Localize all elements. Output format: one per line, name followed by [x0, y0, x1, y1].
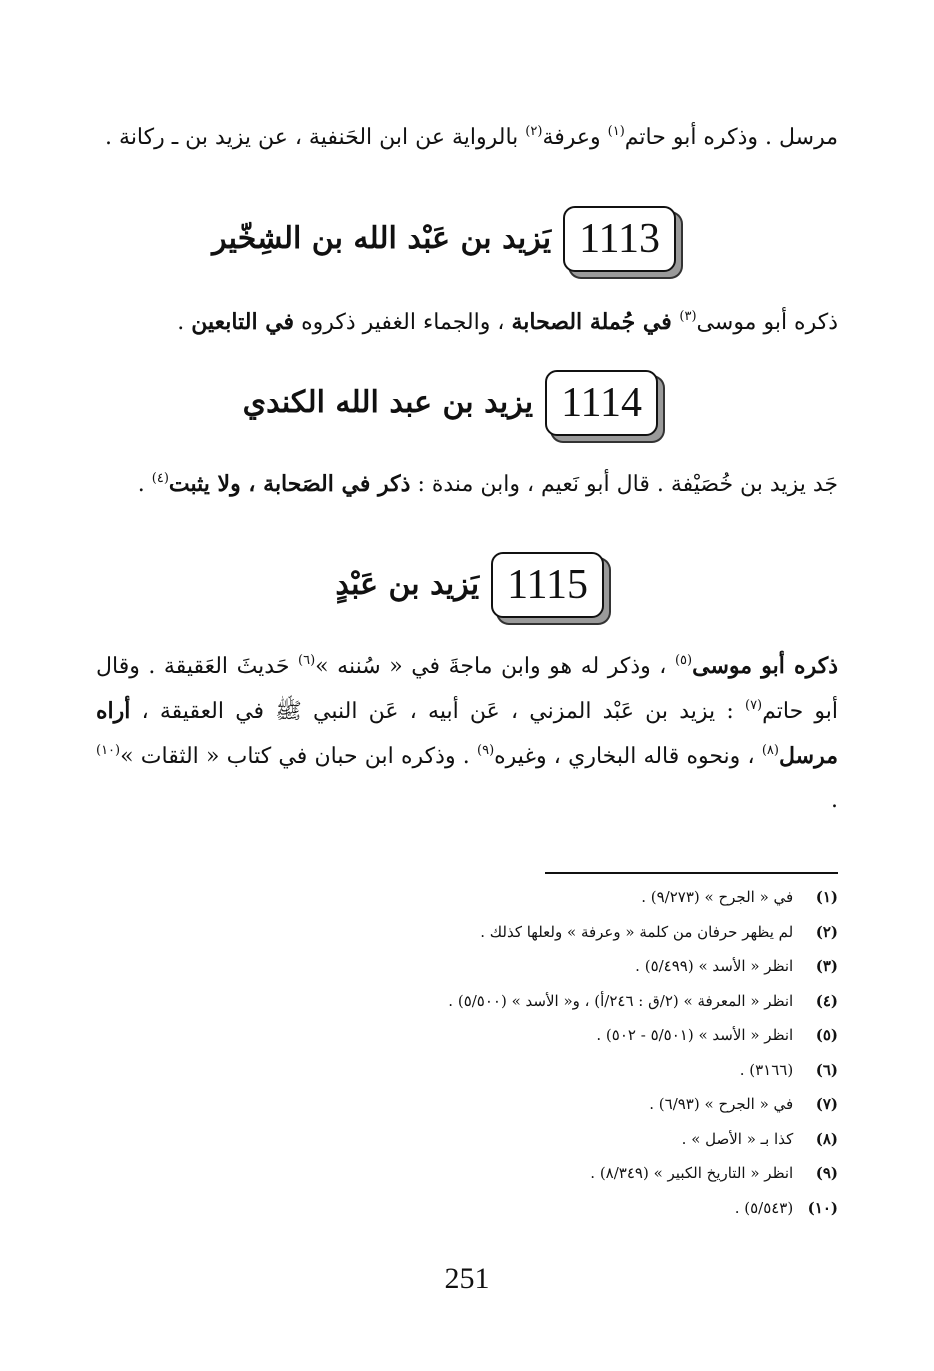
entry-number-box: 1114 — [545, 370, 658, 436]
entry-number-box: 1115 — [491, 552, 604, 618]
footnote-item — [278, 915, 838, 950]
entry-text: ذكره أبو موسى — [696, 310, 838, 335]
footnotes-list — [278, 880, 838, 1225]
footnote-number: (٩) — [815, 1164, 838, 1182]
footnote-ref-5: (٥) — [674, 652, 693, 668]
entry-text: ، ونحوه قاله البخاري ، وغيره — [494, 744, 762, 769]
entry-text: . — [137, 472, 152, 497]
entry-title: يَزيد بن عَبْد الله بن الشِخّير — [212, 221, 552, 256]
footnote-item — [278, 1156, 838, 1191]
entry-text: ، والجماء الغفير ذكروه — [294, 310, 512, 335]
footnote-text: انظر « الأسد » (٥/٥٠١ - ٥٠٢) . — [596, 1026, 794, 1044]
entry-body-1114 — [96, 462, 838, 507]
footnote-number: (٥) — [815, 1026, 838, 1044]
footnote-text: في « الجرح » (٦/٩٣) . — [649, 1095, 794, 1113]
entry-bold-text: ذكر في الصَحابة ، ولا يثبت — [168, 471, 411, 497]
footnote-number: (٢) — [815, 922, 838, 941]
footnote-ref-2: (٢) — [525, 123, 543, 139]
footnote-text: انظر « المعرفة » (٢/ق : ٢٤٦/أ) ، و« الأسد » (٥/٥٠٠) . — [448, 991, 794, 1010]
entry-text: ، وذكر له هو وابن ماجةَ في « سُننه » — [315, 654, 675, 679]
entry-body-1115 — [96, 644, 838, 823]
entry-title: يَزيد بن عَبْدٍ — [335, 567, 480, 602]
footnote-number: (٣) — [815, 957, 838, 975]
entry-bold-text: أراه مرسل — [96, 698, 838, 769]
footnote-item — [278, 949, 838, 984]
entry-bold-text: في التابعين — [191, 309, 295, 335]
footnote-number: (٤) — [815, 991, 838, 1010]
entry-text: . — [177, 310, 192, 335]
entry-bold-text: في جُملة الصحابة — [511, 309, 680, 335]
footnote-ref-9: (٩) — [477, 742, 495, 758]
footnote-item — [278, 1053, 838, 1088]
footnote-number: (٨) — [815, 1129, 838, 1148]
intro-paragraph — [96, 116, 838, 160]
footnote-number: (٧) — [815, 1095, 838, 1113]
intro-text-3: بالرواية عن ابن الحَنفية ، عن يزيد بن ـ ركانة . — [105, 125, 526, 150]
footnote-number: (١) — [815, 888, 838, 906]
footnote-ref-10: (١٠) — [96, 742, 121, 758]
entry-heading-1113 — [212, 206, 676, 272]
footnote-item — [278, 880, 838, 915]
entry-heading-1114 — [243, 370, 658, 436]
footnote-item — [278, 1122, 838, 1157]
entry-text: : يزيد بن عَبْد المزني ، عَن أبيه ، عَن النبي ﷺ في العقيقة ، — [130, 699, 745, 724]
entry-number-box: 1113 — [563, 206, 676, 272]
entry-text: جَد يزيد بن خُصَيْفة . قال أبو نَعيم ، وابن مندة : — [410, 472, 838, 497]
footnote-ref-4: (٤) — [151, 470, 169, 486]
entry-text: . وذكره ابن حبان في كتاب « الثقات » — [120, 744, 477, 769]
footnote-ref-7: (٧) — [744, 697, 763, 713]
entry-text: . — [831, 788, 838, 813]
footnote-item — [278, 984, 838, 1019]
footnote-item — [278, 1018, 838, 1053]
entry-body-1113 — [96, 300, 838, 345]
footnote-text: (٥/٥٤٣) . — [734, 1198, 794, 1217]
footnote-text: (٣١٦٦) . — [739, 1060, 794, 1079]
intro-text-2: وعرفة — [542, 125, 608, 150]
footnote-text: انظر « الأسد » (٥/٤٩٩) . — [635, 957, 794, 975]
footnote-text: كذا بـ « الأصل » . — [681, 1129, 794, 1148]
footnote-item — [278, 1087, 838, 1122]
page-number: 251 — [444, 1262, 490, 1295]
footnote-item — [278, 1191, 838, 1226]
entry-title: يزيد بن عبد الله الكندي — [242, 385, 534, 420]
footnote-separator — [545, 872, 838, 874]
footnote-text: في « الجرح » (٩/٢٧٣) . — [641, 888, 794, 906]
entry-bold-text: ذكره أبو موسى — [692, 653, 838, 679]
entry-heading-1115 — [335, 552, 604, 618]
footnote-ref-3: (٣) — [679, 308, 697, 324]
footnote-text: انظر « التاريخ الكبير » (٨/٣٤٩) . — [590, 1164, 794, 1182]
entry-text: حَديثَ العَقيقة . وقال أبو حاتم — [96, 654, 838, 724]
footnote-text: لم يظهر حرفان من كلمة « وعرفة » ولعلها كذلك . — [480, 922, 794, 941]
footnote-ref-8: (٨) — [761, 742, 779, 758]
footnote-number: (٦) — [815, 1060, 838, 1079]
footnote-ref-6: (٦) — [298, 652, 316, 668]
footnote-number: (١٠) — [807, 1198, 838, 1217]
intro-text-1: مرسل . وذكره أبو حاتم — [624, 125, 838, 150]
footnote-ref-1: (١) — [607, 123, 625, 139]
